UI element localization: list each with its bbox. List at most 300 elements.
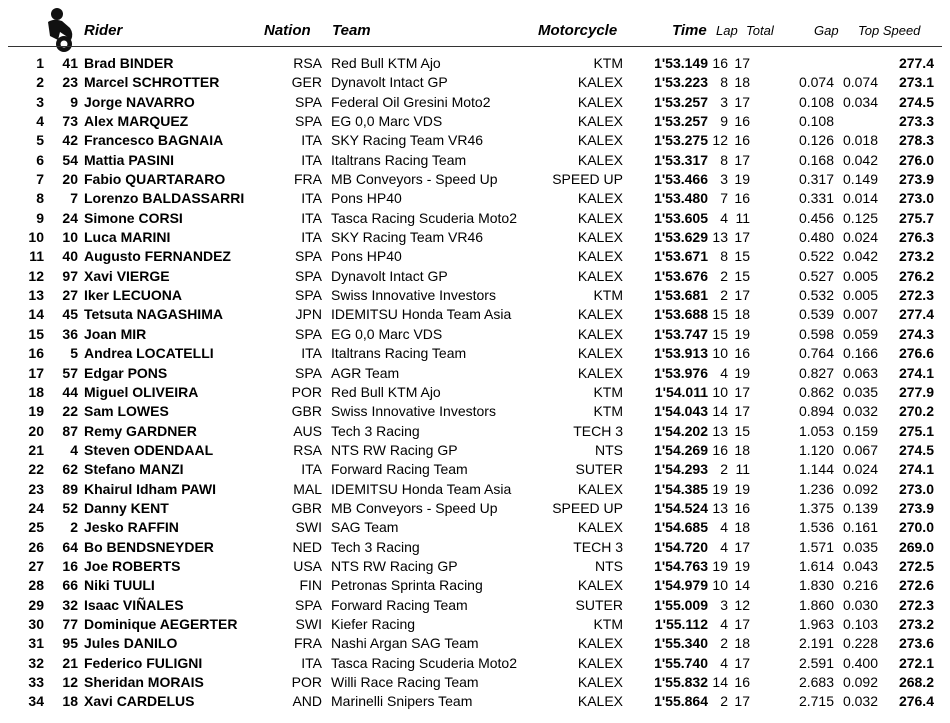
gap-to-first: 1.830 — [798, 577, 834, 594]
team-name: EG 0,0 Marc VDS — [331, 113, 443, 130]
rider-number: 9 — [70, 93, 78, 110]
position: 25 — [28, 519, 44, 536]
table-row — [0, 422, 950, 441]
position: 15 — [28, 325, 44, 342]
table-row — [0, 402, 950, 421]
top-speed: 274.3 — [898, 325, 934, 342]
total-laps: 19 — [734, 325, 750, 342]
nation: RSA — [293, 55, 322, 71]
nation: GBR — [291, 499, 322, 516]
team-name: Pons HP40 — [331, 190, 402, 207]
gap-to-previous: 0.149 — [842, 171, 878, 188]
best-lap: 7 — [720, 190, 728, 207]
team-name: NTS RW Racing GP — [331, 441, 458, 458]
motorcycle: KTM — [593, 383, 623, 400]
nation: POR — [291, 674, 322, 690]
top-speed: 278.3 — [898, 132, 934, 149]
motorcycle: TECH 3 — [573, 422, 623, 439]
motorcycle: KALEX — [577, 93, 623, 110]
motorcycle: KALEX — [577, 654, 623, 671]
lap-time: 1'53.676 — [654, 267, 708, 284]
position: 14 — [28, 306, 44, 323]
total-laps: 11 — [735, 461, 750, 478]
rider-number: 18 — [62, 693, 78, 710]
table-row — [0, 112, 950, 131]
team-name: IDEMITSU Honda Team Asia — [331, 480, 512, 497]
best-lap: 14 — [712, 674, 728, 690]
nation: SPA — [295, 287, 322, 304]
top-speed: 273.1 — [898, 74, 934, 91]
lap-time: 1'53.275 — [654, 132, 708, 149]
table-row — [0, 654, 950, 673]
position: 6 — [36, 151, 44, 168]
rider-name: Jesko RAFFIN — [84, 519, 179, 536]
top-speed: 272.5 — [898, 557, 934, 574]
team-name: MB Conveyors - Speed Up — [331, 171, 498, 188]
nation: FRA — [294, 171, 322, 188]
rider-name: Sam LOWES — [84, 403, 169, 420]
team-name: Pons HP40 — [331, 248, 402, 265]
total-laps: 17 — [734, 383, 750, 400]
total-laps: 18 — [734, 635, 750, 652]
table-row — [0, 267, 950, 286]
gap-to-first: 0.074 — [798, 74, 834, 91]
best-lap: 4 — [720, 538, 728, 555]
table-row — [0, 247, 950, 266]
best-lap: 16 — [712, 441, 728, 458]
top-speed: 273.0 — [898, 480, 934, 497]
lap-time: 1'54.011 — [654, 383, 708, 400]
team-name: Dynavolt Intact GP — [331, 267, 448, 284]
rider-name: Joan MIR — [84, 325, 147, 342]
motorcycle: KALEX — [577, 693, 623, 710]
top-speed: 277.4 — [898, 55, 934, 71]
nation: SWI — [295, 519, 322, 536]
best-lap: 9 — [720, 113, 728, 130]
header-team: Team — [332, 22, 371, 39]
team-name: Marinelli Snipers Team — [331, 693, 473, 710]
best-lap: 8 — [720, 248, 728, 265]
top-speed: 273.2 — [898, 248, 934, 265]
total-laps: 16 — [734, 113, 750, 130]
nation: NED — [292, 538, 322, 555]
team-name: Tech 3 Racing — [331, 538, 420, 555]
gap-to-previous: 0.014 — [842, 190, 878, 207]
position: 30 — [28, 615, 44, 632]
motorcycle: KALEX — [577, 480, 623, 497]
position: 1 — [36, 55, 44, 71]
table-row — [0, 596, 950, 615]
position: 34 — [28, 693, 44, 710]
lap-time: 1'54.979 — [654, 577, 708, 594]
rider-name: Xavi VIERGE — [84, 267, 170, 284]
gap-to-previous: 0.035 — [842, 383, 878, 400]
table-row — [0, 692, 950, 711]
gap-to-previous: 0.030 — [842, 596, 878, 613]
total-laps: 15 — [734, 267, 750, 284]
lap-time: 1'55.832 — [654, 674, 708, 690]
position: 27 — [28, 557, 44, 574]
table-row — [0, 441, 950, 460]
top-speed: 276.3 — [898, 229, 934, 246]
nation: ITA — [301, 132, 322, 149]
gap-to-first: 1.053 — [798, 422, 834, 439]
best-lap: 4 — [720, 209, 728, 226]
table-row — [0, 151, 950, 170]
rider-number: 32 — [62, 596, 78, 613]
gap-to-first: 0.522 — [798, 248, 834, 265]
best-lap: 3 — [720, 93, 728, 110]
best-lap: 2 — [720, 693, 728, 710]
position: 28 — [28, 577, 44, 594]
best-lap: 19 — [712, 480, 728, 497]
top-speed: 273.6 — [898, 635, 934, 652]
rider-name: Jorge NAVARRO — [84, 93, 195, 110]
top-speed: 275.1 — [898, 422, 934, 439]
gap-to-first: 0.527 — [798, 267, 834, 284]
gap-to-previous: 0.103 — [842, 615, 878, 632]
rider-name: Simone CORSI — [84, 209, 183, 226]
rider-number: 40 — [62, 248, 78, 265]
table-row — [0, 538, 950, 557]
rider-number: 57 — [62, 364, 78, 381]
gap-to-previous: 0.067 — [842, 441, 878, 458]
position: 18 — [28, 383, 44, 400]
lap-time: 1'53.223 — [654, 74, 708, 91]
nation: ITA — [301, 229, 322, 246]
total-laps: 17 — [734, 654, 750, 671]
rider-number: 89 — [62, 480, 78, 497]
gap-to-previous: 0.400 — [842, 654, 878, 671]
table-row — [0, 557, 950, 576]
header-total: Total — [746, 23, 774, 38]
rider-name: Miguel OLIVEIRA — [84, 383, 199, 400]
gap-to-first: 2.591 — [798, 654, 834, 671]
gap-to-first: 2.715 — [798, 693, 834, 710]
team-name: Italtrans Racing Team — [331, 151, 467, 168]
rider-number: 54 — [62, 151, 78, 168]
position: 29 — [28, 596, 44, 613]
gap-to-previous: 0.092 — [842, 480, 878, 497]
rider-number: 2 — [70, 519, 78, 536]
top-speed: 273.3 — [898, 113, 934, 130]
total-laps: 16 — [734, 190, 750, 207]
lap-time: 1'53.681 — [654, 287, 708, 304]
gap-to-previous: 0.074 — [842, 74, 878, 91]
total-laps: 19 — [734, 171, 750, 188]
header-motorcycle: Motorcycle — [538, 22, 618, 39]
nation: SWI — [295, 615, 322, 632]
table-row — [0, 576, 950, 595]
gap-to-previous: 0.159 — [842, 422, 878, 439]
total-laps: 18 — [734, 306, 750, 323]
table-row — [0, 228, 950, 247]
motorcycle: KALEX — [577, 248, 623, 265]
nation: AUS — [293, 422, 322, 439]
team-name: Forward Racing Team — [331, 461, 468, 478]
gap-to-first: 1.571 — [798, 538, 834, 555]
team-name: SKY Racing Team VR46 — [331, 132, 484, 149]
best-lap: 12 — [712, 132, 728, 149]
gap-to-previous: 0.007 — [842, 306, 878, 323]
team-name: Nashi Argan SAG Team — [331, 635, 479, 652]
rider-number: 95 — [62, 635, 78, 652]
motorcycle: KTM — [593, 287, 623, 304]
header-divider — [8, 46, 942, 47]
rider-name: Isaac VIÑALES — [84, 596, 184, 613]
motorcycle: SPEED UP — [552, 499, 623, 516]
team-name: Petronas Sprinta Racing — [331, 577, 483, 594]
gap-to-first: 0.108 — [798, 93, 834, 110]
team-name: Willi Race Racing Team — [331, 674, 479, 690]
team-name: Red Bull KTM Ajo — [331, 55, 441, 71]
table-row — [0, 344, 950, 363]
gap-to-first: 1.236 — [798, 480, 834, 497]
rider-number: 24 — [62, 209, 78, 226]
gap-to-previous: 0.228 — [842, 635, 878, 652]
rider-number: 23 — [62, 74, 78, 91]
team-name: EG 0,0 Marc VDS — [331, 325, 443, 342]
rider-number: 22 — [62, 403, 78, 420]
total-laps: 17 — [734, 93, 750, 110]
best-lap: 3 — [720, 171, 728, 188]
rider-name: Remy GARDNER — [84, 422, 197, 439]
lap-time: 1'53.257 — [654, 93, 708, 110]
position: 19 — [28, 403, 44, 420]
total-laps: 18 — [734, 519, 750, 536]
nation: SPA — [295, 113, 322, 130]
position: 22 — [28, 461, 44, 478]
total-laps: 17 — [734, 538, 750, 555]
gap-to-first: 1.614 — [798, 557, 834, 574]
motorcycle: KALEX — [577, 345, 623, 362]
rider-number: 36 — [62, 325, 78, 342]
nation: ITA — [301, 345, 322, 362]
best-lap: 4 — [720, 519, 728, 536]
lap-time: 1'54.385 — [654, 480, 708, 497]
motorcycle: NTS — [595, 557, 623, 574]
table-row — [0, 499, 950, 518]
gap-to-previous: 0.063 — [842, 364, 878, 381]
rider-name: Francesco BAGNAIA — [84, 132, 224, 149]
lap-time: 1'53.317 — [654, 151, 708, 168]
gap-to-first: 0.317 — [798, 171, 834, 188]
gap-to-previous: 0.032 — [842, 693, 878, 710]
rider-number: 7 — [70, 190, 78, 207]
gap-to-previous: 0.166 — [842, 345, 878, 362]
table-row — [0, 286, 950, 305]
best-lap: 10 — [712, 345, 728, 362]
top-speed: 272.3 — [898, 596, 934, 613]
position: 2 — [36, 74, 44, 91]
nation: GER — [291, 74, 322, 91]
nation: MAL — [293, 480, 322, 497]
nation: JPN — [295, 306, 322, 323]
header-gap: Gap — [814, 23, 839, 38]
motorcycle: KALEX — [577, 577, 623, 594]
rider-name: Tetsuta NAGASHIMA — [84, 306, 223, 323]
top-speed: 272.6 — [898, 577, 934, 594]
gap-to-first: 0.126 — [798, 132, 834, 149]
best-lap: 19 — [712, 557, 728, 574]
motorcycle: KALEX — [577, 519, 623, 536]
rider-name: Bo BENDSNEYDER — [84, 538, 214, 555]
position: 7 — [36, 171, 44, 188]
total-laps: 16 — [734, 345, 750, 362]
gap-to-previous: 0.216 — [842, 577, 878, 594]
table-row — [0, 73, 950, 92]
position: 32 — [28, 654, 44, 671]
gap-to-previous: 0.161 — [842, 519, 878, 536]
best-lap: 3 — [720, 596, 728, 613]
nation: FIN — [299, 577, 322, 594]
top-speed: 270.2 — [898, 403, 934, 420]
rider-name: Dominique AEGERTER — [84, 615, 238, 632]
total-laps: 17 — [734, 287, 750, 304]
nation: RSA — [293, 441, 322, 458]
motorcycle: SUTER — [575, 596, 623, 613]
position: 11 — [29, 248, 44, 265]
top-speed: 276.0 — [898, 151, 934, 168]
table-row — [0, 131, 950, 150]
motorcycle: KALEX — [577, 267, 623, 284]
motorcycle: KALEX — [577, 635, 623, 652]
total-laps: 15 — [734, 422, 750, 439]
best-lap: 2 — [720, 287, 728, 304]
lap-time: 1'55.112 — [654, 615, 708, 632]
team-name: Forward Racing Team — [331, 596, 468, 613]
gap-to-previous: 0.043 — [842, 557, 878, 574]
rider-name: Brad BINDER — [84, 55, 174, 71]
table-row — [0, 189, 950, 208]
nation: SPA — [295, 248, 322, 265]
rider-name: Fabio QUARTARARO — [84, 171, 226, 188]
best-lap: 8 — [720, 151, 728, 168]
total-laps: 14 — [734, 577, 750, 594]
gap-to-previous: 0.139 — [842, 499, 878, 516]
motorcycle: NTS — [595, 441, 623, 458]
position: 33 — [28, 674, 44, 690]
table-row — [0, 460, 950, 479]
motorcycle: SUTER — [575, 461, 623, 478]
lap-time: 1'55.864 — [654, 693, 708, 710]
motorcycle: KALEX — [577, 229, 623, 246]
top-speed: 277.9 — [898, 383, 934, 400]
lap-time: 1'55.740 — [654, 654, 708, 671]
rider-number: 41 — [62, 55, 78, 71]
gap-to-first: 2.191 — [798, 635, 834, 652]
rider-name: Andrea LOCATELLI — [84, 345, 214, 362]
best-lap: 2 — [720, 635, 728, 652]
best-lap: 13 — [712, 422, 728, 439]
top-speed: 275.7 — [898, 209, 934, 226]
rider-name: Stefano MANZI — [84, 461, 184, 478]
header-time: Time — [672, 22, 707, 39]
nation: SPA — [295, 267, 322, 284]
top-speed: 273.0 — [898, 190, 934, 207]
top-speed: 272.1 — [898, 654, 934, 671]
total-laps: 15 — [734, 248, 750, 265]
gap-to-first: 0.598 — [798, 325, 834, 342]
motorcycle: KTM — [593, 403, 623, 420]
total-laps: 17 — [734, 615, 750, 632]
rider-name: Marcel SCHROTTER — [84, 74, 220, 91]
rider-name: Luca MARINI — [84, 229, 171, 246]
rider-number: 20 — [62, 171, 78, 188]
rider-number: 87 — [62, 422, 78, 439]
table-row — [0, 383, 950, 402]
total-laps: 19 — [734, 557, 750, 574]
team-name: SAG Team — [331, 519, 399, 536]
gap-to-previous: 0.032 — [842, 403, 878, 420]
rider-number: 66 — [62, 577, 78, 594]
results-table — [0, 54, 950, 712]
rider-name: Niki TUULI — [84, 577, 155, 594]
header-nation: Nation — [264, 22, 311, 39]
rider-name: Steven ODENDAAL — [84, 441, 214, 458]
top-speed: 273.2 — [898, 615, 934, 632]
nation: SPA — [295, 325, 322, 342]
gap-to-first: 1.144 — [798, 461, 834, 478]
motorcycle: SPEED UP — [552, 171, 623, 188]
best-lap: 2 — [720, 461, 728, 478]
nation: GBR — [291, 403, 322, 420]
rider-name: Jules DANILO — [84, 635, 178, 652]
rider-number: 27 — [62, 287, 78, 304]
gap-to-first: 0.532 — [798, 287, 834, 304]
lap-time: 1'54.720 — [654, 538, 708, 555]
gap-to-first: 1.536 — [798, 519, 834, 536]
rider-number: 16 — [62, 557, 78, 574]
gap-to-previous: 0.024 — [842, 229, 878, 246]
gap-to-previous: 0.059 — [842, 325, 878, 342]
lap-time: 1'53.629 — [654, 229, 708, 246]
best-lap: 13 — [712, 229, 728, 246]
rider-name: Federico FULIGNI — [84, 654, 203, 671]
total-laps: 16 — [734, 674, 750, 690]
rider-name: Lorenzo BALDASSARRI — [84, 190, 245, 207]
gap-to-previous: 0.035 — [842, 538, 878, 555]
gap-to-previous: 0.042 — [842, 248, 878, 265]
gap-to-first: 1.120 — [798, 441, 834, 458]
top-speed: 270.0 — [898, 519, 934, 536]
rider-name: Xavi CARDELUS — [84, 693, 195, 710]
position: 20 — [28, 422, 44, 439]
position: 24 — [28, 499, 44, 516]
gap-to-previous: 0.005 — [842, 287, 878, 304]
rider-name: Edgar PONS — [84, 364, 168, 381]
rider-number: 44 — [62, 383, 78, 400]
gap-to-first: 0.108 — [798, 113, 834, 130]
gap-to-first: 0.862 — [798, 383, 834, 400]
motorcycle: KALEX — [577, 151, 623, 168]
total-laps: 19 — [734, 364, 750, 381]
best-lap: 2 — [720, 267, 728, 284]
position: 5 — [36, 132, 44, 149]
gap-to-first: 0.168 — [798, 151, 834, 168]
lap-time: 1'53.671 — [654, 248, 708, 265]
rider-number: 77 — [62, 615, 78, 632]
table-row — [0, 673, 950, 692]
position: 31 — [28, 635, 44, 652]
nation: ITA — [301, 151, 322, 168]
total-laps: 19 — [734, 480, 750, 497]
total-laps: 17 — [734, 403, 750, 420]
position: 21 — [28, 441, 44, 458]
nation: AND — [292, 693, 322, 710]
rider-number: 73 — [62, 113, 78, 130]
nation: ITA — [301, 209, 322, 226]
